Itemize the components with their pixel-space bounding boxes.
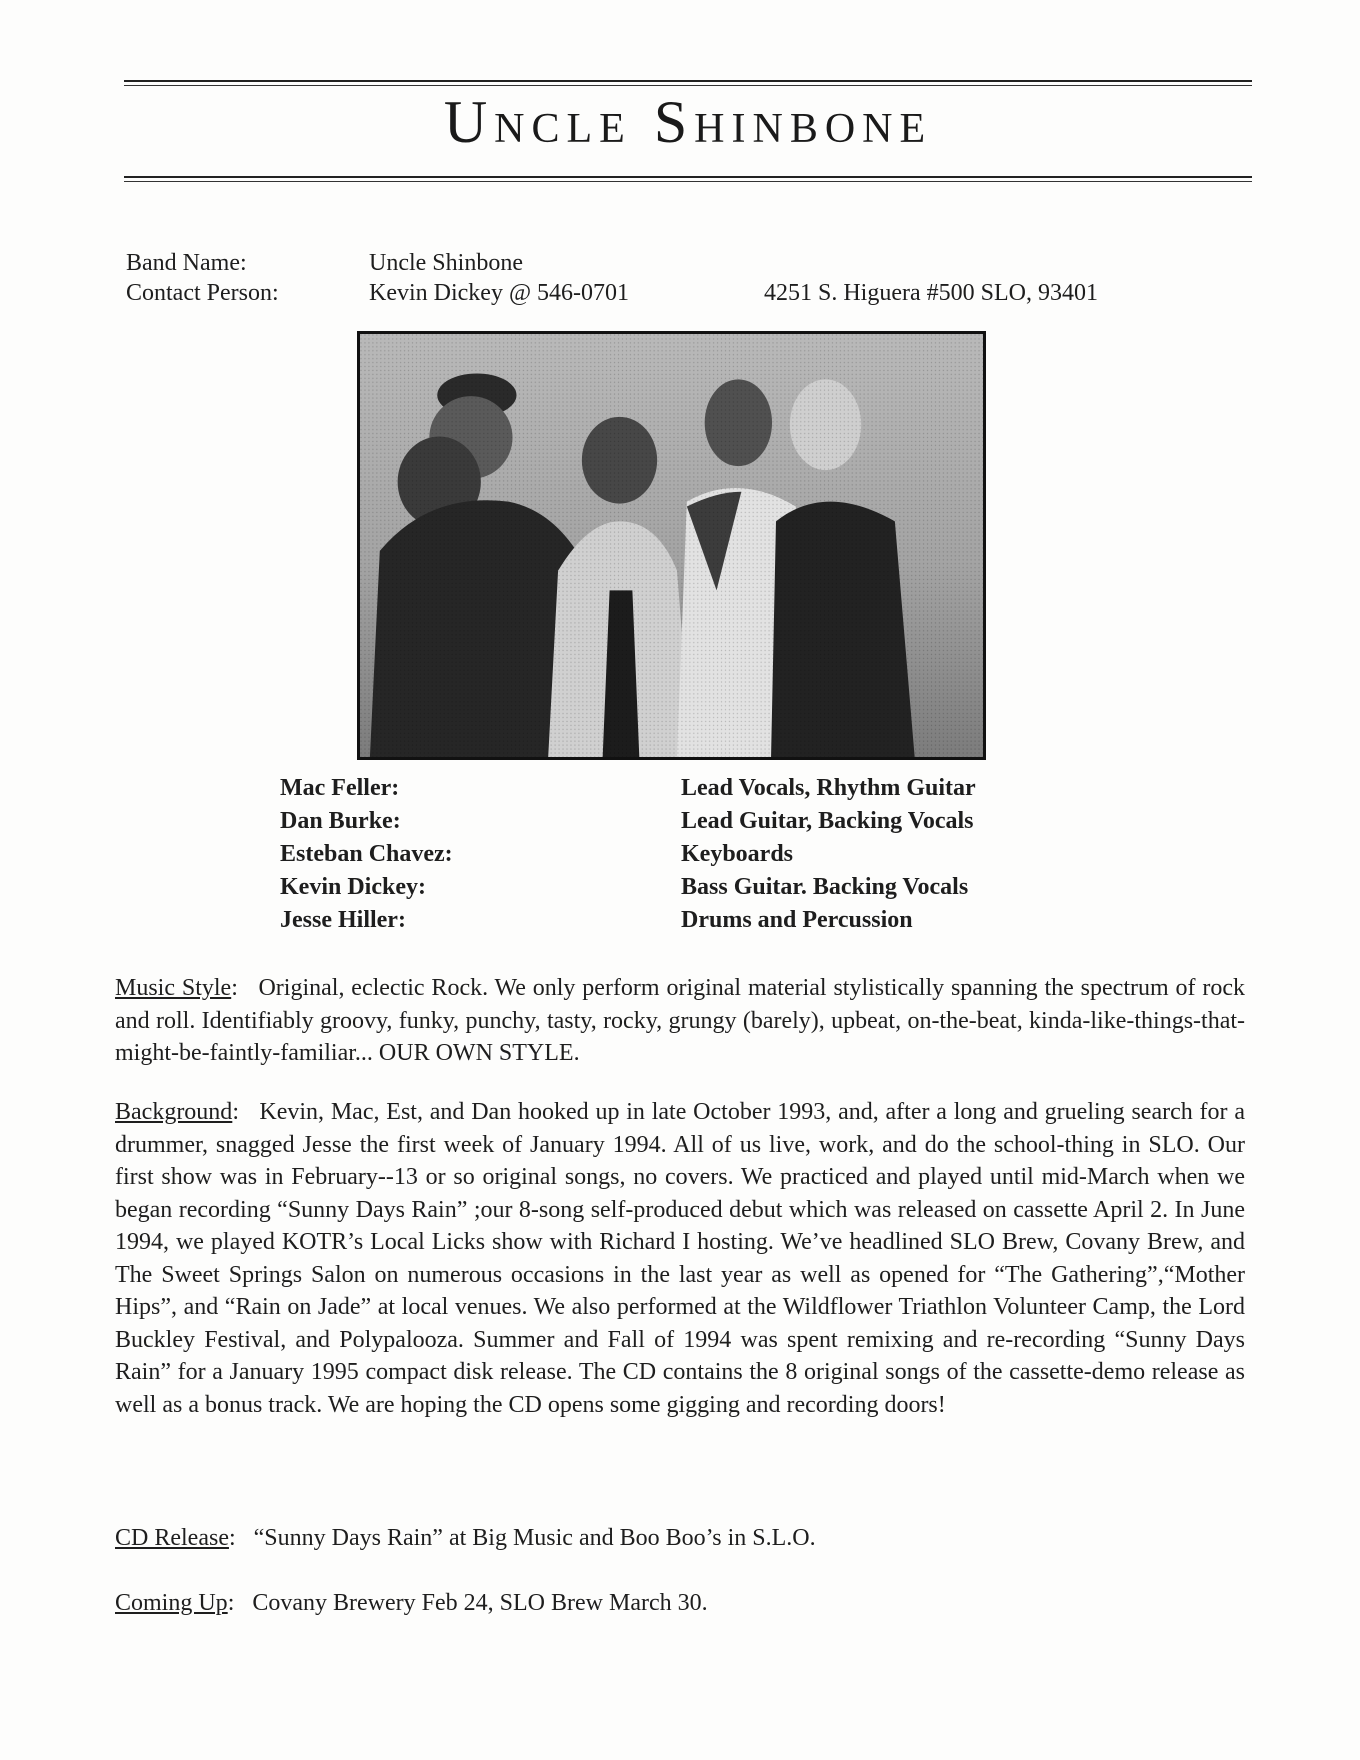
- coming-up-text: Covany Brewery Feb 24, SLO Brew March 30.: [252, 1590, 708, 1616]
- member-role: Lead Vocals, Rhythm Guitar: [681, 775, 976, 801]
- member-name: Dan Burke:: [280, 808, 401, 834]
- cd-release-section: CD Release: “Sunny Days Rain” at Big Music and Boo Boo’s in S.L.O.: [115, 1525, 816, 1551]
- contact-person-value: Kevin Dickey @ 546-0701: [369, 280, 630, 306]
- band-photo: [357, 331, 986, 760]
- member-name: Kevin Dickey:: [280, 874, 426, 900]
- band-name-value: Uncle Shinbone: [369, 250, 523, 276]
- member-names: [280, 772, 453, 937]
- music-style-text: Original, eclectic Rock. We only perform original material stylistically spanning the spectrum of rock and roll. Identifiably groovy, funky, punchy, tasty, rocky, grungy (barely), upbeat, on-the-beat, kinda-like-things-that-might-be-faintly-familiar... OUR OWN STYLE.: [115, 975, 1246, 1066]
- page-title: Uncle Shinbone: [443, 89, 933, 155]
- contact-labels: [126, 248, 279, 308]
- music-style-label: Music Style: [115, 975, 232, 1001]
- contact-address: 4251 S. Higuera #500 SLO, 93401: [764, 280, 1098, 306]
- header-rule-top: [124, 80, 1252, 86]
- member-role: Drums and Percussion: [681, 907, 913, 933]
- cd-release-text: “Sunny Days Rain” at Big Music and Boo Boo’s in S.L.O.: [253, 1525, 816, 1551]
- member-roles: [681, 772, 976, 937]
- member-name: Mac Feller:: [280, 775, 400, 801]
- member-role: Lead Guitar, Backing Vocals: [681, 808, 974, 834]
- member-role: Bass Guitar. Backing Vocals: [681, 874, 969, 900]
- member-name: Esteban Chavez:: [280, 841, 453, 867]
- contact-values: [369, 248, 629, 308]
- background-text: Kevin, Mac, Est, and Dan hooked up in late October 1993, and, after a long and grueling search for a drummer, snagged Jesse the first week of January 1994. All of us live, work, and do the school-thing in SLO. Our first show was in February--13 or so original songs, no covers. We practiced and played until mid-March when we began recording “Sunny Days Rain” ;our 8-song self-produced debut which was released on cassette April 2. In June 1994, we played KOTR’s Local Licks show with Richard I hosting. We’ve headlined SLO Brew, Covany Brew, and The Sweet Springs Salon on numerous occasions in the last year as well as opened for “The Gathering”,“Mother Hips”, and “Rain on Jade” at local venues. We also performed at the Wildflower Triathlon Volunteer Camp, the Lord Buckley Festival, and Polypalooza. Summer and Fall of 1994 was spent remixing and re-recording “Sunny Days Rain” for a January 1995 compact disk release. The CD contains the 8 original songs of the cassette-demo release as well as a bonus track. We are hoping the CD opens some gigging and recording doors!: [115, 1099, 1245, 1418]
- cd-release-label: CD Release: [115, 1525, 229, 1551]
- coming-up-label: Coming Up: [115, 1590, 228, 1616]
- member-role: Keyboards: [681, 841, 794, 867]
- music-style-section: Music Style: Original, eclectic Rock. We only perform original material stylistically spanning the spectrum of rock and roll. Identifiably groovy, funky, punchy, tasty, rocky, grungy (barely), upbeat, on-the-beat, kinda-like-things-that-might-be-faintly-familiar... OUR OWN STYLE.: [115, 975, 1246, 1066]
- band-name-label: Band Name:: [126, 250, 247, 276]
- header-rule-bottom: [124, 176, 1252, 182]
- member-name: Jesse Hiller:: [280, 907, 406, 933]
- band-photo-image: [360, 334, 983, 757]
- contact-person-label: Contact Person:: [126, 280, 279, 306]
- background-label: Background: [115, 1099, 233, 1125]
- background-section: Background: Kevin, Mac, Est, and Dan hooked up in late October 1993, and, after a long and grueling search for a drummer, snagged Jesse the first week of January 1994. All of us live, work, and do the school-thing in SLO. Our first show was in February--13 or so original songs, no covers. We practiced and played until mid-March when we began recording “Sunny Days Rain” ;our 8-song self-produced debut which was released on cassette April 2. In June 1994, we played KOTR’s Local Licks show with Richard I hosting. We’ve headlined SLO Brew, Covany Brew, and The Sweet Springs Salon on numerous occasions in the last year as well as opened for “The Gathering”,“Mother Hips”, and “Rain on Jade” at local venues. We also performed at the Wildflower Triathlon Volunteer Camp, the Lord Buckley Festival, and Polypalooza. Summer and Fall of 1994 was spent remixing and re-recording “Sunny Days Rain” for a January 1995 compact disk release. The CD contains the 8 original songs of the cassette-demo release as well as a bonus track. We are hoping the CD opens some gigging and recording doors!: [115, 1099, 1245, 1418]
- coming-up-section: Coming Up: Covany Brewery Feb 24, SLO Brew March 30.: [115, 1590, 708, 1616]
